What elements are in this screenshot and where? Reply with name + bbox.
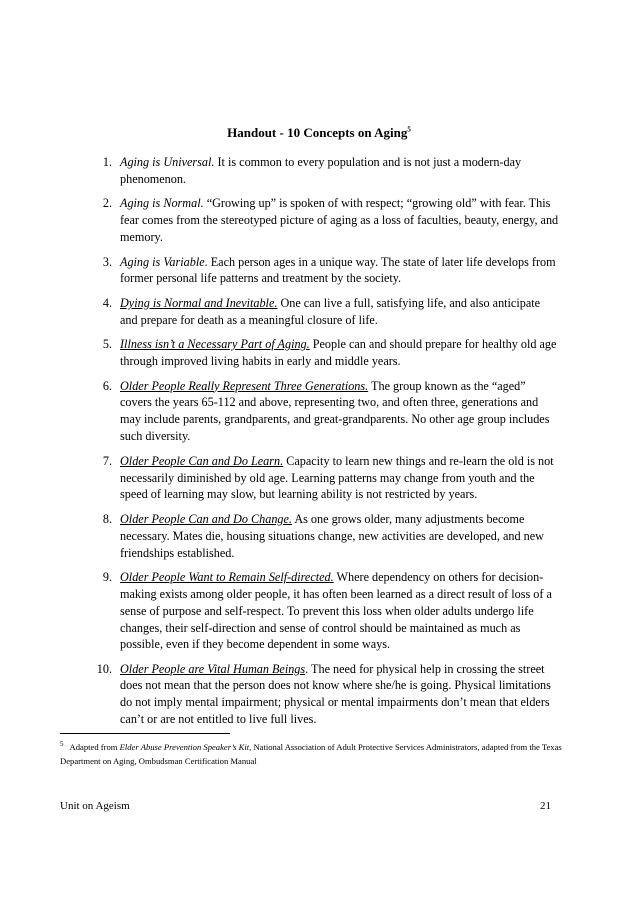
item-number: 8.: [102, 512, 112, 527]
item-body: . Each person ages in a unique way. The state of later life develops from former personal life patterns and treatment by the society.: [120, 254, 556, 286]
item-number: 10.: [96, 661, 112, 676]
item-body: People can and should prepare for healthy old age through improved living habits in early and middle years.: [120, 337, 557, 368]
page-number: 21: [540, 800, 551, 812]
list-item: [0, 453, 638, 504]
footnote-mark: 5: [60, 740, 64, 748]
item-lead: Older People Want to Remain Self-directed.: [120, 570, 334, 585]
item-number: 3.: [102, 254, 112, 269]
item-text: [120, 154, 560, 187]
footer-unit-title: Unit on Ageism: [60, 800, 130, 812]
list-item: [0, 661, 638, 729]
list-item: [0, 378, 638, 446]
item-number: 4.: [102, 295, 112, 310]
page-title: [0, 125, 638, 141]
item-text: [120, 453, 560, 503]
item-number: 2.: [102, 196, 112, 211]
item-lead: Aging is Normal.: [120, 196, 204, 211]
item-lead: Older People Can and Do Change.: [120, 512, 292, 527]
item-body: “Growing up” is spoken of with respect; “growing old” with fear. This fear comes from the stereotyped picture of aging as a loss of faculties, beauty, energy, and memory.: [120, 196, 559, 244]
item-body: As one grows older, many adjustments become necessary. Mates die, housing situations change, new activities are developed, and new friendships established.: [120, 512, 544, 560]
list-item: [0, 295, 638, 329]
item-lead: Older People Really Represent Three Generations.: [120, 378, 369, 393]
list-item: [0, 336, 638, 370]
item-body: The group known as the “aged” covers the years 65-112 and above, representing two, and often three, generations and may include parents, grandparents, and great-grandparents. No other age group includes such diversity.: [120, 378, 550, 443]
list-item: [0, 254, 638, 288]
item-lead: Dying is Normal and Inevitable.: [120, 295, 278, 310]
item-lead: Illness isn’t a Necessary Part of Aging.: [120, 337, 310, 352]
item-text: [120, 295, 560, 328]
item-number: 5.: [102, 337, 112, 352]
item-number: 6.: [102, 378, 112, 393]
item-lead: Aging is Universal.: [120, 155, 215, 169]
footnote-pre: Adapted from: [69, 741, 120, 752]
title-text: Handout - 10 Concepts on Aging: [227, 125, 408, 140]
item-lead: Aging is Variable: [120, 254, 205, 269]
item-body: . The need for physical help in crossing the street does not mean that the person does not know where she/he is going. Physical limitations do not imply mental impairment; physical or mental impairments don’t mean that elders can’t or are not entitled to live full lives.: [120, 661, 551, 726]
item-text: [120, 254, 560, 287]
item-text: [120, 195, 560, 245]
item-body: Capacity to learn new things and re-learn the old is not necessarily diminished by old age. Learning patterns may change from youth and the speed of learning may slow, but learning ability is not restricted by years.: [120, 453, 554, 502]
item-text: [120, 569, 560, 653]
list-item: [0, 569, 638, 653]
footnote-divider: [60, 733, 230, 734]
item-body: It is common to every population and is not just a modern-day phenomenon.: [120, 155, 522, 186]
footnote: [60, 737, 580, 768]
list-item: [0, 154, 638, 188]
footnote-post: , National Association of Adult Protective Services Administrators, adapted from the Texas Department on Aging, Ombudsman Certification Manual: [60, 741, 562, 766]
item-text: [120, 511, 560, 561]
item-text: [120, 336, 560, 369]
item-body: Where dependency on others for decision-making exists among older people, it has often been learned as a direct result of loss of a sense of purpose and self-respect. To prevent this loss when older adults undergo life changes, their self-direction and sense of control should be maintained as much as possible, even if they become dependent in some ways.: [120, 570, 552, 652]
item-lead: Older People are Vital Human Beings: [120, 661, 306, 676]
list-item: [0, 511, 638, 562]
item-lead: Older People Can and Do Learn.: [120, 453, 284, 468]
item-text: [120, 661, 560, 728]
footnote-reference: 5: [407, 125, 411, 134]
item-text: [120, 378, 560, 445]
item-number: 1.: [102, 155, 112, 169]
item-body: One can live a full, satisfying life, and also anticipate and prepare for death as a meaningful closure of life.: [120, 295, 541, 327]
item-number: 9.: [102, 570, 112, 585]
item-number: 7.: [102, 453, 112, 468]
list-item: [0, 195, 638, 246]
footnote-source: Elder Abuse Prevention Speaker’s Kit: [119, 741, 250, 752]
